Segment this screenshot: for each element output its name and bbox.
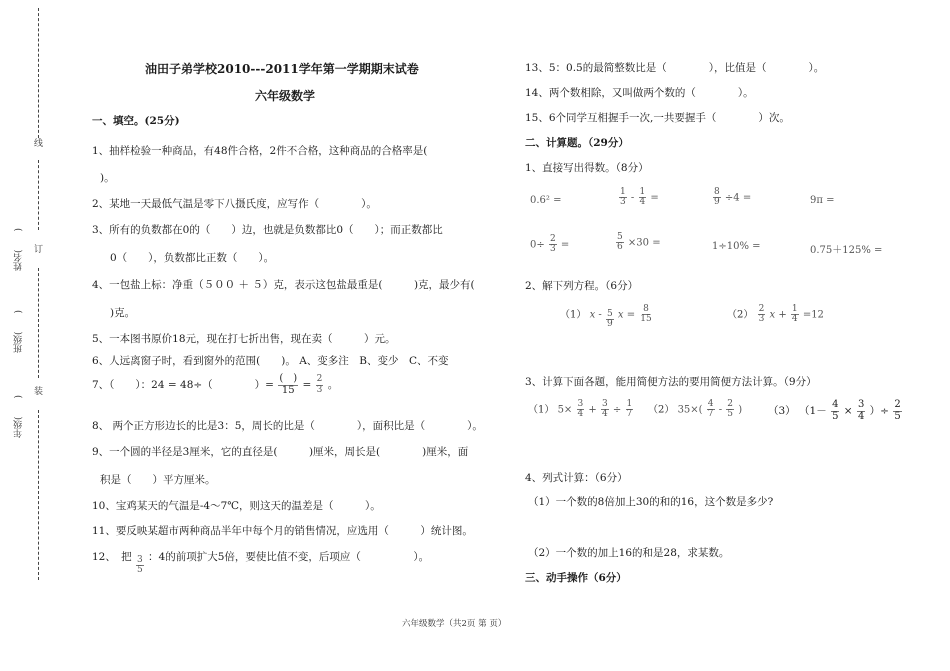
s1-mid2: ÷ <box>612 404 622 416</box>
eq1-d2: 15 <box>640 314 652 325</box>
b1-eq: = <box>560 239 570 251</box>
question-2: 2、某地一天最低气温是零下八摄氏度，应写作（ ）。 <box>92 198 377 210</box>
binding-mark-ding: 订 <box>32 244 42 253</box>
simplify-1 <box>528 400 634 420</box>
binding-mark-line: 线 <box>32 138 42 147</box>
calc-a3 <box>712 188 751 208</box>
question-1a: 1、抽样检验一种商品，有48件合格，2件不合格，这种商品的合格率是( <box>92 145 428 157</box>
question-8: 8、 两个正方形边长的比是3：5，周长的比是（ ），面积比是（ ）。 <box>92 420 483 432</box>
calc-part-3: 3、计算下面各题，能用简便方法的要用简便方法计算。（9分） <box>525 376 817 388</box>
binding-mark-zhuang: 装 <box>32 386 42 395</box>
question-12 <box>92 547 430 576</box>
question-10: 10、宝鸡某天的气温是-4～7℃，则这天的温差是（ ）。 <box>92 500 381 512</box>
eq1-label: （1） <box>560 309 587 321</box>
s3-d1: 5 <box>832 410 839 422</box>
binding-grade-label: 年级( ) <box>14 395 24 439</box>
question-1b: )。 <box>100 172 115 184</box>
calc-a1: 0.6² = <box>530 195 562 206</box>
question-5: 5、一本图书原价18元，现在打七折出售，现在卖（ ）元。 <box>92 333 396 345</box>
s3-op: × <box>843 405 853 417</box>
question-3b: 0（ ），负数都比正数（ ）。 <box>110 252 275 264</box>
eq1-n1: 5 <box>606 309 613 319</box>
binding-line-top <box>38 8 39 138</box>
question-3a: 3、所有的负数都在0的（ ）边，也就是负数都比0（ ）；而正数都比 <box>92 224 443 236</box>
s1-n2: 3 <box>602 399 608 409</box>
question-11: 11、要反映某超市两种商品半年中每个月的销售情况，应选用（ ）统计图。 <box>92 525 473 537</box>
b2-n: 5 <box>617 232 623 242</box>
eq2-n1: 2 <box>758 304 765 314</box>
q12-rest: ：4的前项扩大5倍，要使比值不变，后项应（ ）。 <box>148 550 430 563</box>
eq1-eq: = <box>626 309 636 321</box>
eq2-op: + <box>778 309 787 321</box>
eq2-d1: 3 <box>758 314 765 325</box>
eq2-label: （2） <box>727 309 754 321</box>
s1-d1: 4 <box>577 409 584 420</box>
s3-n2: 3 <box>857 399 865 410</box>
calc-part-2: 2、解下列方程。（6分） <box>525 280 639 292</box>
exam-subtitle: 六年级数学 <box>255 89 316 103</box>
calc-a2 <box>618 188 659 208</box>
a2-n1: 1 <box>620 187 626 197</box>
page-footer: 六年级数学（共2页 第 页） <box>402 619 507 629</box>
calc-b2 <box>615 233 661 253</box>
s2-pre: 35×( <box>677 404 703 416</box>
word-problem-1: （1）一个数的8倍加上30的和的16，这个数是多少? <box>528 496 774 508</box>
binding-class-label: 班级( ) <box>14 310 24 354</box>
section-calculation: 二、计算题。（29分） <box>525 137 629 149</box>
eq1-op: - <box>598 309 602 321</box>
question-4a: 4、一包盐上标：净重（５００ ＋ ５）克，表示这包盐最重是( )克，最少有( <box>92 279 475 291</box>
q12-prefix: 12、 把 <box>92 550 132 563</box>
s3-pre: （1－ <box>799 405 827 417</box>
b2-rest: ×30 = <box>627 237 661 249</box>
question-7-text: 7、（ ）：24 = 48÷（ ）= <box>92 379 274 391</box>
s1-mid: + <box>588 404 597 416</box>
eq2-n2: 1 <box>791 304 798 314</box>
binding-line-bottom <box>38 410 39 580</box>
q12-den: 5 <box>136 565 143 576</box>
s1-d2: 4 <box>602 409 608 420</box>
q12-fraction <box>136 556 144 576</box>
calc-part-4: 4、列式计算：（6分） <box>525 472 628 484</box>
calc-b3: 1÷10% = <box>712 241 761 252</box>
a2-op: - <box>630 192 635 204</box>
question-9b: 积是（ ）平方厘米。 <box>100 474 216 486</box>
question-14: 14、两个数相除，又叫做两个数的（ ）。 <box>525 87 754 99</box>
calc-b1 <box>530 235 569 255</box>
s3-d2: 4 <box>857 410 865 422</box>
s3-label: （3） <box>768 405 796 417</box>
a3-d: 9 <box>714 197 720 208</box>
q7-end: 。 <box>327 379 339 391</box>
question-7-fraction2 <box>316 375 324 395</box>
s2-d1: 7 <box>707 409 714 420</box>
b2-d: 6 <box>617 242 623 253</box>
s2-op: - <box>718 404 723 416</box>
a3-n: 8 <box>714 187 720 197</box>
binding-line-mid2 <box>38 268 39 378</box>
q7-eq: = <box>302 379 312 391</box>
simplify-2 <box>648 400 742 420</box>
eq2-x1: x <box>769 309 776 321</box>
s2-post: ) <box>738 404 743 416</box>
b1-n: 2 <box>549 234 556 244</box>
eq1-d1: 9 <box>606 319 613 330</box>
q7-frac-den: 15 <box>281 384 295 396</box>
eq1-x1: x <box>589 309 596 321</box>
section-fill-in: 一、填空。(25分) <box>92 115 180 127</box>
a2-d1: 3 <box>620 197 626 208</box>
s3-d3: 5 <box>894 410 901 422</box>
s1-pre: 5× <box>557 404 573 416</box>
word-problem-2: （2）一个数的加上16的和是28，求某数。 <box>528 547 730 559</box>
question-6: 6、人远离窗子时，看到窗外的范围( )。 A、变多注 B、变少 C、不变 <box>92 355 449 367</box>
calc-b4: 0.75＋125% = <box>810 245 883 256</box>
equation-1 <box>560 304 654 330</box>
question-7 <box>92 374 338 396</box>
q12-num: 3 <box>136 555 143 565</box>
s1-n3: 1 <box>626 399 633 409</box>
s2-n2: 2 <box>727 399 733 409</box>
binding-line-mid <box>38 160 39 230</box>
s3-n1: 4 <box>832 399 839 410</box>
b1-d: 3 <box>549 244 556 255</box>
binding-name-label: 姓名( ) <box>14 228 24 272</box>
s2-n1: 4 <box>707 399 714 409</box>
s3-post: ）÷ <box>869 405 889 417</box>
b1-pre: 0÷ <box>530 239 545 251</box>
s1-label: （1） <box>528 404 555 416</box>
question-7-fraction <box>278 374 298 396</box>
s2-label: （2） <box>648 404 675 416</box>
s1-d3: 7 <box>626 409 633 420</box>
exam-title: 油田子弟学校2010---2011学年第一学期期末试卷 <box>145 62 419 76</box>
question-15: 15、6个同学互相握手一次,一共要握手（ ）次。 <box>525 112 790 124</box>
eq1-x2: x <box>617 309 624 321</box>
a2-d2: 4 <box>639 197 646 208</box>
q7-frac2-den: 3 <box>316 384 323 395</box>
a2-n2: 1 <box>639 187 646 197</box>
a2-eq: = <box>650 192 659 204</box>
section-hands-on: 三、动手操作（6分） <box>525 572 627 584</box>
q7-frac2-num: 2 <box>316 374 323 385</box>
s2-d2: 5 <box>727 409 733 420</box>
calc-part-1: 1、直接写出得数。（8分） <box>525 162 649 174</box>
s3-n3: 2 <box>894 399 901 410</box>
eq2-eq: =12 <box>802 309 824 321</box>
equation-2 <box>727 305 824 325</box>
question-13: 13、5：0.5的最简整数比是（ ），比值是（ ）。 <box>525 62 825 74</box>
q7-frac-num: ( ) <box>279 373 298 384</box>
calc-a4: 9π = <box>810 195 835 206</box>
question-4b: )克。 <box>110 307 136 319</box>
a3-rest: ÷4 = <box>724 192 752 204</box>
simplify-3 <box>768 400 903 422</box>
question-9a: 9、一个圆的半径是3厘米，它的直径是( )厘米，周长是( )厘米，面 <box>92 446 469 458</box>
eq2-d2: 4 <box>791 314 798 325</box>
s1-n1: 3 <box>577 399 584 409</box>
eq1-n2: 8 <box>643 304 649 314</box>
